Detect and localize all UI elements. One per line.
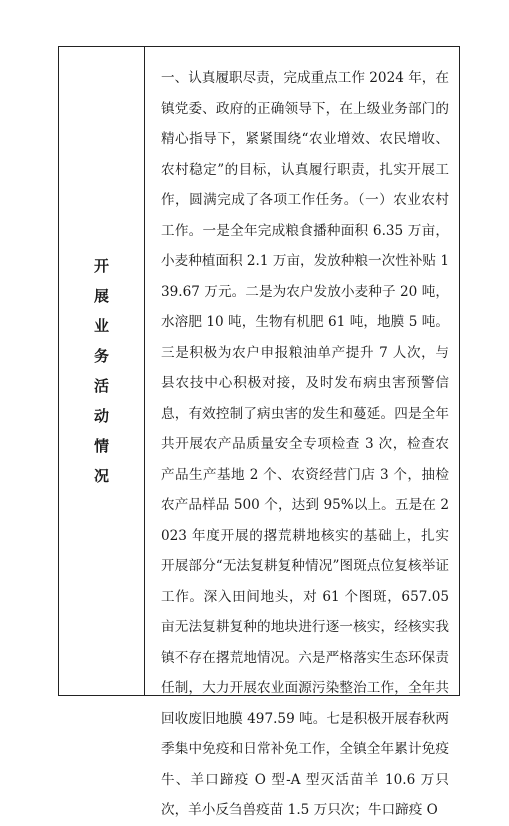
form-table: [58, 46, 460, 818]
content-cell: [145, 47, 459, 818]
label-char: 况: [93, 467, 109, 485]
work-report-paragraph: 一、认真履职尽责，完成重点工作 2024 年，在镇党委、政府的正确领导下，在上级业务部门的精心指导下，紧紧围绕“农业增效、农民增收、农村稳定”的目标，认真履行职责，扎实开展工作，圆满完成了各项工作任务。（一）农业农村工作。一是全年完成粮食播种面积 6.35 万亩，小麦种植面积 2.1 万亩，发放种粮一次性补贴 139.67 万元。二是为农户发放小麦种子 20 吨，水溶肥 10 吨，生物有机肥 61 吨，地膜 5 吨。三是积极为农户申报粮油单产提升 7 人次，与县农技中心积极对接，及时发布病虫害预警信息，有效控制了病虫害的发生和蔓延。四是全年共开展农产品质量安全专项检查 3 次，检查农产品生产基地 2 个、农资经营门店 3 个，抽检农产品样品 500 个，达到 95%以上。五是在 2023 年度开展的撂荒耕地核实的基础上，扎实开展部分“无法复耕复种情况”图斑点位复核举证工作。深入田间地头，对 61 个图斑，657.05 亩无法复耕复种的地块进行逐一核实，经核实我镇不存在撂荒地情况。六是严格落实生态环保责任制，大力开展农业面源污染整治工作，全年共回收废旧地膜 497.59 吨。七是积极开展春秋两季集中免疫和日常补免工作，全镇全年累计免疫牛、羊口蹄疫 O 型-A 型灭活苗羊 10.6 万只次，羊小反刍兽疫苗 1.5 万只次；牛口蹄疫 O: [161, 70, 449, 818]
label-char: 开: [93, 257, 109, 275]
label-char: 动: [93, 407, 109, 425]
label-char: 业: [93, 317, 109, 335]
label-cell: [59, 47, 145, 695]
label-char: 务: [93, 347, 109, 365]
label-char: 情: [93, 437, 109, 455]
row-label-business-activities: [94, 251, 109, 491]
label-char: 活: [93, 377, 109, 395]
label-char: 展: [93, 287, 109, 305]
